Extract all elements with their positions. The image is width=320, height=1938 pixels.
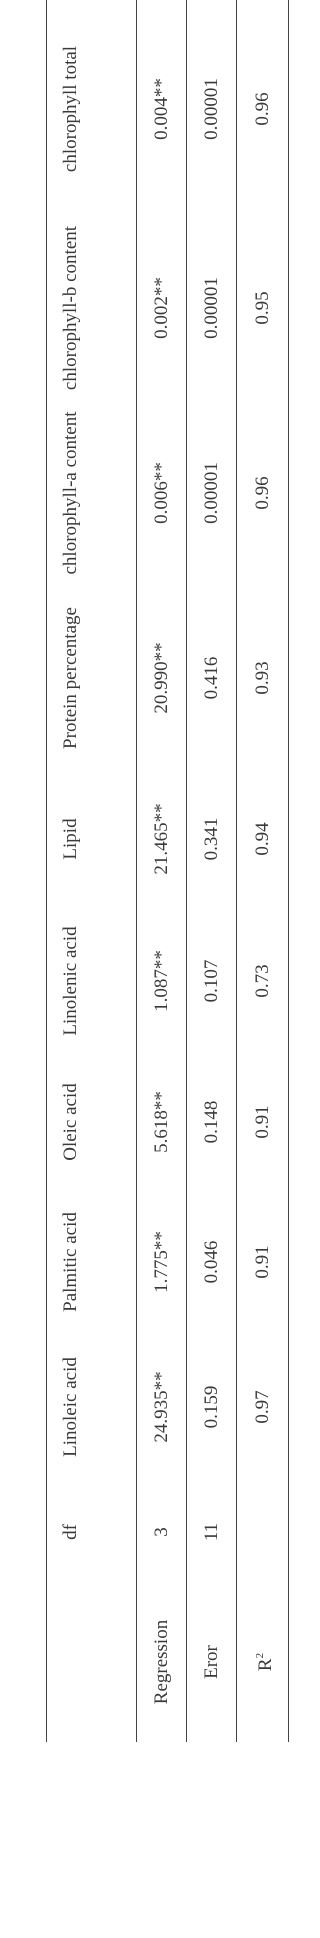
- table-cell: 1.775**: [137, 1192, 187, 1332]
- table-row-r-squared: [237, 0, 289, 1742]
- row-label: Eror: [187, 1582, 237, 1742]
- table-cell: 0.159: [187, 1332, 237, 1482]
- table-cell: 0.341: [187, 768, 237, 910]
- table-cell: 20.990**: [137, 588, 187, 768]
- regression-table: [46, 0, 289, 1742]
- header-cell-chlorophyll-b-content: chlorophyll-b content: [60, 225, 81, 391]
- row-label: [237, 1582, 289, 1742]
- table-cell: 0.004**: [137, 0, 187, 218]
- df-cell: 3: [137, 1482, 187, 1582]
- table-cell: 1.087**: [137, 910, 187, 1052]
- header-cell-lipid: Lipid: [60, 818, 81, 860]
- row-label: Regression: [137, 1582, 187, 1742]
- table-cell: 0.00001: [187, 398, 237, 588]
- row-label-superscript: 2: [253, 1652, 266, 1659]
- table-cell: 0.00001: [187, 0, 237, 218]
- table-cell: 0.96: [237, 0, 289, 218]
- header-cell-df: df: [60, 1524, 81, 1540]
- header-cell-linoleic-acid: Linoleic acid: [60, 1357, 81, 1457]
- table-row-eror: [187, 0, 237, 1742]
- header-cell-linolenic-acid: Linolenic acid: [60, 926, 81, 1036]
- header-cell-palmitic-acid: Palmitic acid: [60, 1212, 81, 1312]
- header-cell-protein-percentage: Protein percentage: [60, 607, 81, 749]
- table-cell: 0.046: [187, 1192, 237, 1332]
- table-cell: 0.94: [237, 768, 289, 910]
- header-cell-chlorophyll-total: chlorophyll total: [60, 45, 81, 173]
- table-cell: 0.002**: [137, 218, 187, 398]
- table-cell: 0.148: [187, 1052, 237, 1192]
- table-cell: 0.73: [237, 910, 289, 1052]
- header-cell-oleic-acid: Oleic acid: [60, 1083, 81, 1161]
- table-cell: 24.935**: [137, 1332, 187, 1482]
- table-header-row: [47, 0, 137, 1742]
- row-label-text: R: [254, 1658, 276, 1672]
- table-cell: 0.96: [237, 398, 289, 588]
- table-row-regression: [137, 0, 187, 1742]
- table-cell: 0.97: [237, 1332, 289, 1482]
- table-cell: 0.91: [237, 1192, 289, 1332]
- header-cell-chlorophyll-a-content: chlorophyll-a content: [60, 411, 81, 575]
- table-cell: 0.006**: [137, 398, 187, 588]
- df-cell: [237, 1482, 289, 1582]
- table-cell: 0.95: [237, 218, 289, 398]
- table-cell: 5.618**: [137, 1052, 187, 1192]
- df-cell: 11: [187, 1482, 237, 1582]
- table-cell: 0.93: [237, 588, 289, 768]
- header-cell-blank: [47, 1582, 137, 1742]
- table-cell: 0.00001: [187, 218, 237, 398]
- table-cell: 0.416: [187, 588, 237, 768]
- table-cell: 0.107: [187, 910, 237, 1052]
- table-cell: 0.91: [237, 1052, 289, 1192]
- table-cell: 21.465**: [137, 768, 187, 910]
